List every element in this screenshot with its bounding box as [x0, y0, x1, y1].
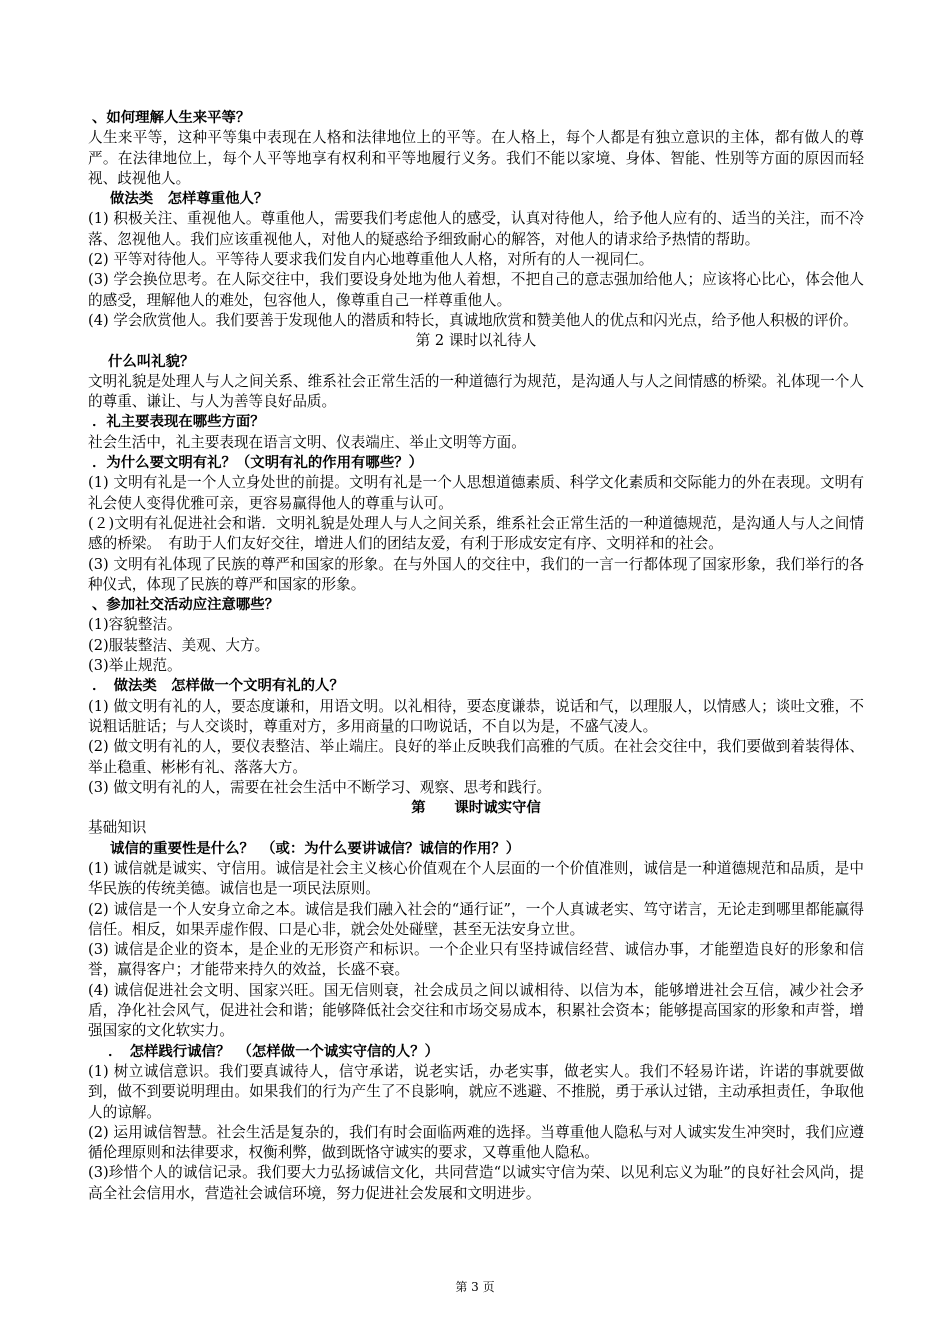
paragraph: (4) 诚信促进社会文明、国家兴旺。国无信则衰，社会成员之间以诚相待、以信为本，能够增进社会互信，减少社会矛盾，净化社会风气，促进社会和谐；能够降低社会交往和市场交易成本，积累社会资本；能够提高国家的形象和声誉，增强国家的文化软实力。 [88, 981, 864, 1040]
paragraph: (２)文明有礼促进社会和谐．文明礼貌是处理人与人之间关系，维系社会正常生活的一种道德规范，是沟通人与人之间情感的桥梁。 有助于人们友好交往，增进人们的团结友爱，有利于形成安定有序、文明祥和的社会。 [88, 514, 864, 553]
question-heading: ． 怎样践行诚信？ （怎样做一个诚实守信的人？） [108, 1043, 439, 1060]
paragraph: (4) 学会欣赏他人。我们要善于发现他人的潜质和特长，真诚地欣赏和赞美他人的优点和闪光点，给予他人积极的评价。 [88, 311, 858, 329]
lesson-title: 第 课时诚实守信 [411, 800, 541, 817]
question-heading: 做法类 怎样尊重他人？ [110, 191, 269, 208]
paragraph: (1)容貌整洁。 [88, 616, 182, 634]
lesson-title: 第 2 课时以礼待人 [415, 332, 537, 350]
paragraph: 人生来平等，这种平等集中表现在人格和法律地位上的平等。在人格上，每个人都是有独立意识的主体，都有做人的尊严。在法律地位上，每个人平等地享有权利和平等地履行义务。我们不能以家境、身体、智能、性别等方面的原因而轻视、歧视他人。 [88, 129, 864, 187]
question-heading: ． 做法类 怎样做一个文明有礼的人？ [92, 678, 344, 695]
section-label: 基础知识 [88, 819, 147, 837]
paragraph: (2) 诚信是一个人安身立命之本。诚信是我们融入社会的“通行证”，一个人真诚老实、笃守诺言，无论走到哪里都能赢得信任。相反，如果弄虚作假、口是心非，就会处处碰壁，甚至无法安身立世。 [88, 900, 864, 938]
paragraph: (1) 诚信就是诚实、守信用。诚信是社会主义核心价值观在个人层面的一个价值准则，诚信是一种道德规范和品质，是中华民族的传统美德。诚信也是一项民法原则。 [88, 859, 864, 898]
question-heading: ．为什么要文明有礼？（文明有礼的作用有哪些？） [92, 455, 423, 472]
paragraph: (1) 文明有礼是一个人立身处世的前提。文明有礼是一个人思想道德素质、科学文化素质和交际能力的外在表现。文明有礼会使人变得优雅可亲，更容易赢得他人的尊重与认可。 [88, 474, 864, 512]
paragraph: (2) 平等对待他人。平等待人要求我们发自内心地尊重他人人格，对所有的人一视同仁。 [88, 251, 654, 269]
paragraph: (3)珍惜个人的诚信记录。我们要大力弘扬诚信文化，共同营造“以诚实守信为荣、以见利忘义为耻”的良好社会风尚，提高全社会信用水，营造社会诚信环境，努力促进社会发展和文明进步。 [88, 1164, 864, 1202]
page-body [88, 108, 864, 1204]
question-heading: 诚信的重要性是什么？ （或：为什么要讲诚信？诚信的作用？） [110, 840, 521, 857]
paragraph: (1) 做文明有礼的人，要态度谦和，用语文明。以礼相待，要态度谦恭，说话和气，以理服人，以情感人；谈吐文雅，不说粗话脏话；与人交谈时，尊重对方，多用商量的口吻说话，不自以为是，不盛气凌人。 [88, 697, 864, 735]
question-heading: 、参加社交活动应注意哪些？ [92, 597, 280, 614]
paragraph: (1) 树立诚信意识。我们要真诚待人，信守承诺，说老实话，办老实事，做老实人。我们不轻易许诺，许诺的事就要做到，做不到要说明理由。如果我们的行为产生了不良影响，就应不逃避、不推脱，勇于承认过错，主动承担责任，争取他人的谅解。 [88, 1062, 864, 1121]
question-heading: 什么叫礼貌？ [108, 353, 195, 370]
paragraph: (3) 诚信是企业的资本，是企业的无形资产和标识。一个企业只有坚持诚信经营、诚信办事，才能塑造良好的形象和信誉，赢得客户；才能带来持久的效益，长盛不衰。 [88, 941, 864, 979]
paragraph: (2) 运用诚信智慧。社会生活是复杂的，我们有时会面临两难的选择。当尊重他人隐私与对人诚实发生冲突时，我们应遵循伦理原则和法律要求，权衡利弊，做到既恪守诚实的要求，又尊重他人隐私。 [88, 1123, 864, 1162]
paragraph: (3)举止规范。 [88, 657, 182, 675]
paragraph: (3) 文明有礼体现了民族的尊严和国家的形象。在与外国人的交往中，我们的一言一行都体现了国家形象，我们举行的各种仪式，体现了民族的尊严和国家的形象。 [88, 555, 864, 593]
question-heading: ．礼主要表现在哪些方面？ [92, 414, 265, 431]
question-heading: 、如何理解人生来平等？ [92, 110, 251, 126]
paragraph: (3) 学会换位思考。在人际交往中，我们要设身处地为他人着想，不把自己的意志强加给他人；应该将心比心，体会他人的感受，理解他人的难处，包容他人，像尊重自己一样尊重他人。 [88, 271, 864, 309]
paragraph: (1) 积极关注、重视他人。尊重他人，需要我们考虑他人的感受，认真对待他人，给予他人应有的、适当的关注，而不冷落、忽视他人。我们应该重视他人，对他人的疑惑给予细致耐心的解答，对他人的请求给予热情的帮助。 [88, 210, 864, 248]
paragraph: 文明礼貌是处理人与人之间关系、维系社会正常生活的一种道德行为规范，是沟通人与人之间情感的桥梁。礼体现一个人的尊重、谦让、与人为善等良好品质。 [88, 372, 864, 411]
page-number: 第 3 页 [455, 1280, 495, 1294]
paragraph: (2)服装整洁、美观、大方。 [88, 636, 270, 654]
paragraph: (3) 做文明有礼的人，需要在社会生活中不断学习、观察、思考和践行。 [88, 778, 552, 796]
paragraph: (2) 做文明有礼的人，要仪表整洁、举止端庄。良好的举止反映我们高雅的气质。在社会交往中，我们要做到着装得体、举止稳重、彬彬有礼、落落大方。 [88, 738, 864, 776]
paragraph: 社会生活中，礼主要表现在语言文明、仪表端庄、举止文明等方面。 [88, 433, 526, 451]
